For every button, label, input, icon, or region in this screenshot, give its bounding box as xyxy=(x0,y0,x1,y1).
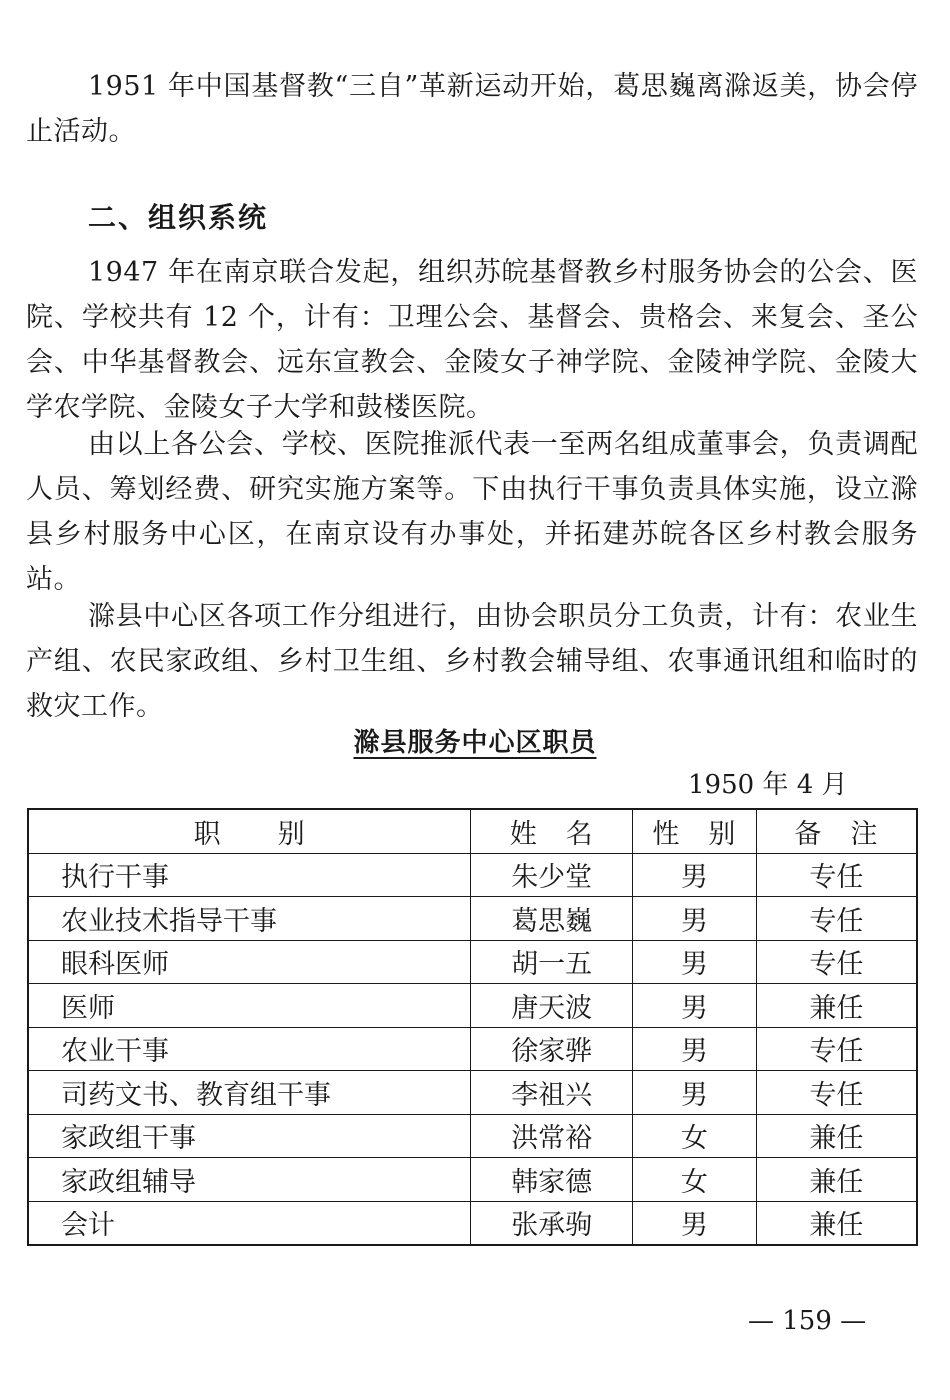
cell-note: 兼任 xyxy=(756,984,917,1028)
table-header-row xyxy=(28,809,917,853)
cell-name: 徐家骅 xyxy=(471,1027,633,1071)
table-row xyxy=(28,1201,917,1245)
cell-sex: 男 xyxy=(633,940,757,984)
cell-name: 韩家德 xyxy=(471,1158,633,1202)
cell-role: 家政组辅导 xyxy=(28,1158,471,1202)
cell-role: 执行干事 xyxy=(28,853,471,897)
staff-table xyxy=(27,808,918,1246)
cell-role: 家政组干事 xyxy=(28,1114,471,1158)
paragraph-2: 1947 年在南京联合发起，组织苏皖基督教乡村服务协会的公会、医院、学校共有 12 个，计有：卫理公会、基督会、贵格会、来复会、圣公会、中华基督教会、远东宣教会、金陵女子神学院、金陵神学院、金陵大学农学院、金陵女子大学和鼓楼医院。 xyxy=(26,257,918,423)
cell-role: 眼科医师 xyxy=(28,940,471,984)
table-row xyxy=(28,984,917,1028)
cell-note: 专任 xyxy=(756,853,917,897)
cell-name: 李祖兴 xyxy=(471,1071,633,1115)
table-row xyxy=(28,1158,917,1202)
cell-role: 司药文书、教育组干事 xyxy=(28,1071,471,1115)
cell-note: 兼任 xyxy=(756,1158,917,1202)
cell-name: 唐天波 xyxy=(471,984,633,1028)
cell-role: 农业干事 xyxy=(28,1027,471,1071)
cell-name: 张承驹 xyxy=(471,1201,633,1245)
cell-name: 朱少堂 xyxy=(471,853,633,897)
table-row xyxy=(28,1071,917,1115)
table-row xyxy=(28,940,917,984)
cell-note: 专任 xyxy=(756,1027,917,1071)
cell-note: 专任 xyxy=(756,940,917,984)
paragraph-3: 由以上各公会、学校、医院推派代表一至两名组成董事会，负责调配人员、筹划经费、研究实施方案等。下由执行干事负责具体实施，设立滁县乡村服务中心区，在南京设有办事处，并拓建苏皖各区乡村教会服务站。 xyxy=(26,429,918,595)
table-row xyxy=(28,897,917,941)
cell-sex: 女 xyxy=(633,1114,757,1158)
cell-note: 兼任 xyxy=(756,1114,917,1158)
header-sex: 性 别 xyxy=(633,809,757,853)
cell-sex: 男 xyxy=(633,853,757,897)
header-role: 职 别 xyxy=(28,809,471,853)
cell-note: 兼任 xyxy=(756,1201,917,1245)
table-row xyxy=(28,1027,917,1071)
page-number: — 159 — xyxy=(748,1306,867,1336)
cell-role: 医师 xyxy=(28,984,471,1028)
header-note: 备 注 xyxy=(756,809,917,853)
cell-sex: 男 xyxy=(633,1201,757,1245)
cell-sex: 男 xyxy=(633,984,757,1028)
cell-role: 会计 xyxy=(28,1201,471,1245)
cell-sex: 男 xyxy=(633,897,757,941)
table-row xyxy=(28,1114,917,1158)
cell-sex: 女 xyxy=(633,1158,757,1202)
paragraph-4: 滁县中心区各项工作分组进行，由协会职员分工负责，计有：农业生产组、农民家政组、乡村卫生组、乡村教会辅导组、农事通讯组和临时的救灾工作。 xyxy=(26,601,918,722)
cell-note: 专任 xyxy=(756,1071,917,1115)
cell-role: 农业技术指导干事 xyxy=(28,897,471,941)
header-name: 姓 名 xyxy=(471,809,633,853)
cell-name: 葛思巍 xyxy=(471,897,633,941)
table-title-text: 滁县服务中心区职员 xyxy=(353,728,597,758)
table-date: 1950 年 4 月 xyxy=(688,770,848,800)
table-title xyxy=(0,722,950,759)
section-heading: 二、组织系统 xyxy=(88,201,269,234)
paragraph-1: 1951 年中国基督教“三自”革新运动开始，葛思巍离滁返美，协会停止活动。 xyxy=(26,71,918,147)
cell-sex: 男 xyxy=(633,1071,757,1115)
cell-note: 专任 xyxy=(756,897,917,941)
cell-sex: 男 xyxy=(633,1027,757,1071)
cell-name: 洪常裕 xyxy=(471,1114,633,1158)
cell-name: 胡一五 xyxy=(471,940,633,984)
table-row xyxy=(28,853,917,897)
